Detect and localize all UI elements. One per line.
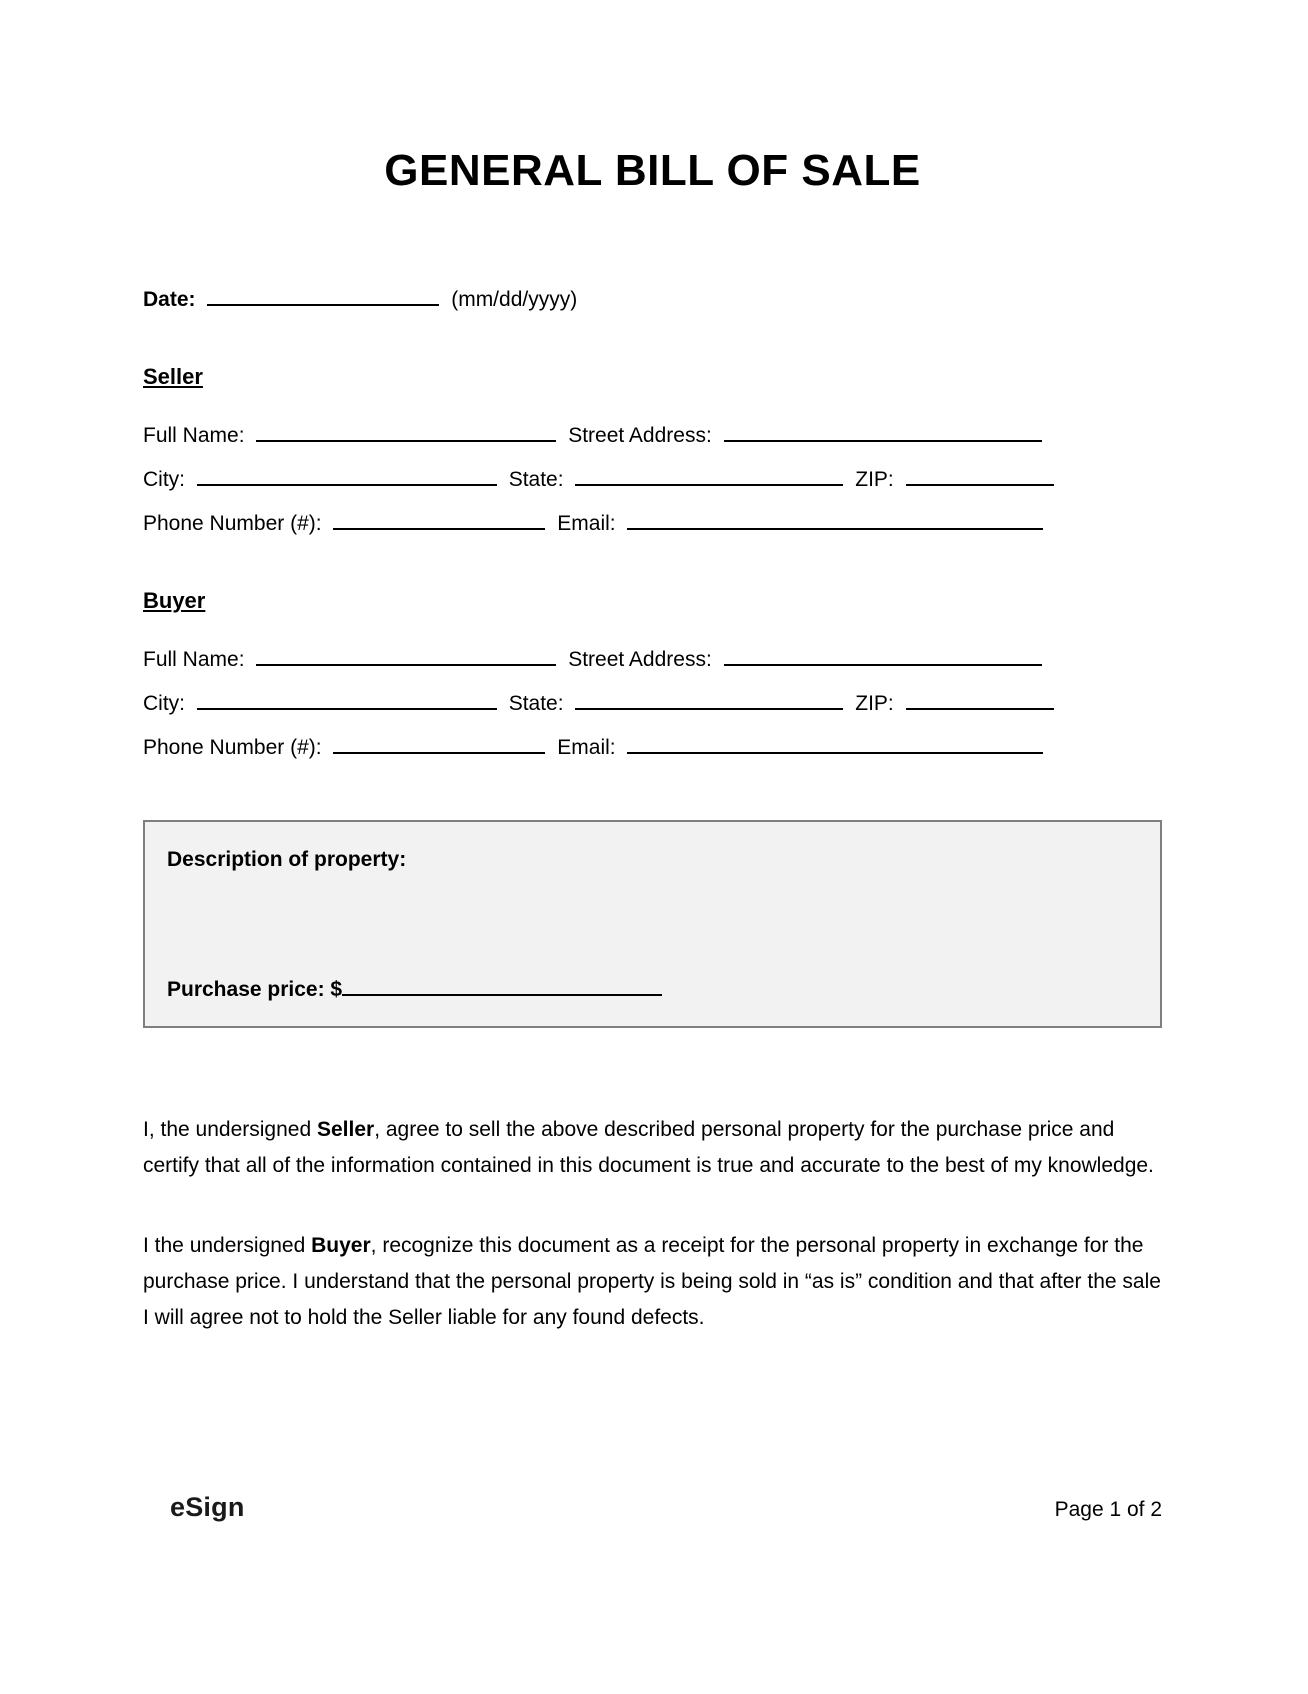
seller-full-name-blank[interactable] [256,420,556,442]
date-label: Date: [143,288,196,312]
buyer-email-blank[interactable] [627,732,1043,754]
buyer-street-address-label: Street Address: [568,648,712,672]
seller-email-blank[interactable] [627,508,1043,530]
buyer-street-address-blank[interactable] [724,644,1042,666]
buyer-full-name-label: Full Name: [143,648,245,672]
page-content [143,0,1162,1336]
seller-state-blank[interactable] [575,464,843,486]
seller-paragraph-bold: Seller [316,1118,375,1142]
seller-heading: Seller [143,364,203,390]
buyer-row-city-state-zip [143,688,1162,716]
buyer-phone-label: Phone Number (#): [143,736,322,760]
seller-city-blank[interactable] [197,464,497,486]
buyer-zip-label: ZIP: [855,692,894,716]
seller-zip-blank[interactable] [906,464,1054,486]
seller-agreement-paragraph [143,1112,1162,1184]
buyer-city-label: City: [143,692,185,716]
buyer-email-label: Email: [557,736,616,760]
date-row [143,284,1162,312]
property-description-box [143,820,1162,1028]
seller-row-city-state-zip [143,464,1162,492]
page-number: Page 1 of 2 [1054,1498,1162,1521]
purchase-price-label: Purchase price: $ [167,978,343,1002]
page-footer [170,1492,1162,1523]
buyer-state-label: State: [508,692,564,716]
esign-logo: eSign [170,1492,245,1522]
buyer-full-name-blank[interactable] [256,644,556,666]
buyer-state-blank[interactable] [575,688,843,710]
buyer-row-phone-email [143,732,1162,760]
buyer-heading: Buyer [143,588,206,614]
purchase-price-blank[interactable] [342,974,662,996]
seller-street-address-label: Street Address: [568,424,712,448]
date-format-hint: (mm/dd/yyyy) [451,288,578,312]
seller-phone-blank[interactable] [333,508,545,530]
buyer-agreement-paragraph [143,1228,1162,1336]
seller-street-address-blank[interactable] [724,420,1042,442]
page-title: GENERAL BILL OF SALE [384,146,921,195]
buyer-phone-blank[interactable] [333,732,545,754]
buyer-city-blank[interactable] [197,688,497,710]
seller-state-label: State: [508,468,564,492]
buyer-paragraph-post: , recognize this document as a receipt for the personal property in exchange for the purchase price. I understand that the personal property is being sold in “as is” condition and that after the sale I will agree not to hold the Seller liable for any found defects. [143,1234,1161,1330]
seller-row-phone-email [143,508,1162,536]
purchase-price-row [167,974,1138,1002]
buyer-paragraph-bold: Buyer [311,1234,371,1258]
buyer-row-name-address [143,644,1162,672]
date-blank[interactable] [207,284,439,306]
buyer-section [143,588,1162,760]
buyer-zip-blank[interactable] [906,688,1054,710]
buyer-paragraph-pre: I the undersigned [143,1234,312,1258]
seller-paragraph-post: , agree to sell the above described personal property for the purchase price and certify that all of the information contained in this document is true and accurate to the best of my knowledge. [143,1118,1154,1178]
seller-row-name-address [143,420,1162,448]
description-of-property-label: Description of property: [167,848,407,872]
seller-email-label: Email: [557,512,616,536]
seller-phone-label: Phone Number (#): [143,512,322,536]
seller-full-name-label: Full Name: [143,424,245,448]
seller-paragraph-pre: I, the undersigned [143,1118,317,1142]
seller-zip-label: ZIP: [855,468,894,492]
seller-city-label: City: [143,468,185,492]
seller-section [143,364,1162,536]
